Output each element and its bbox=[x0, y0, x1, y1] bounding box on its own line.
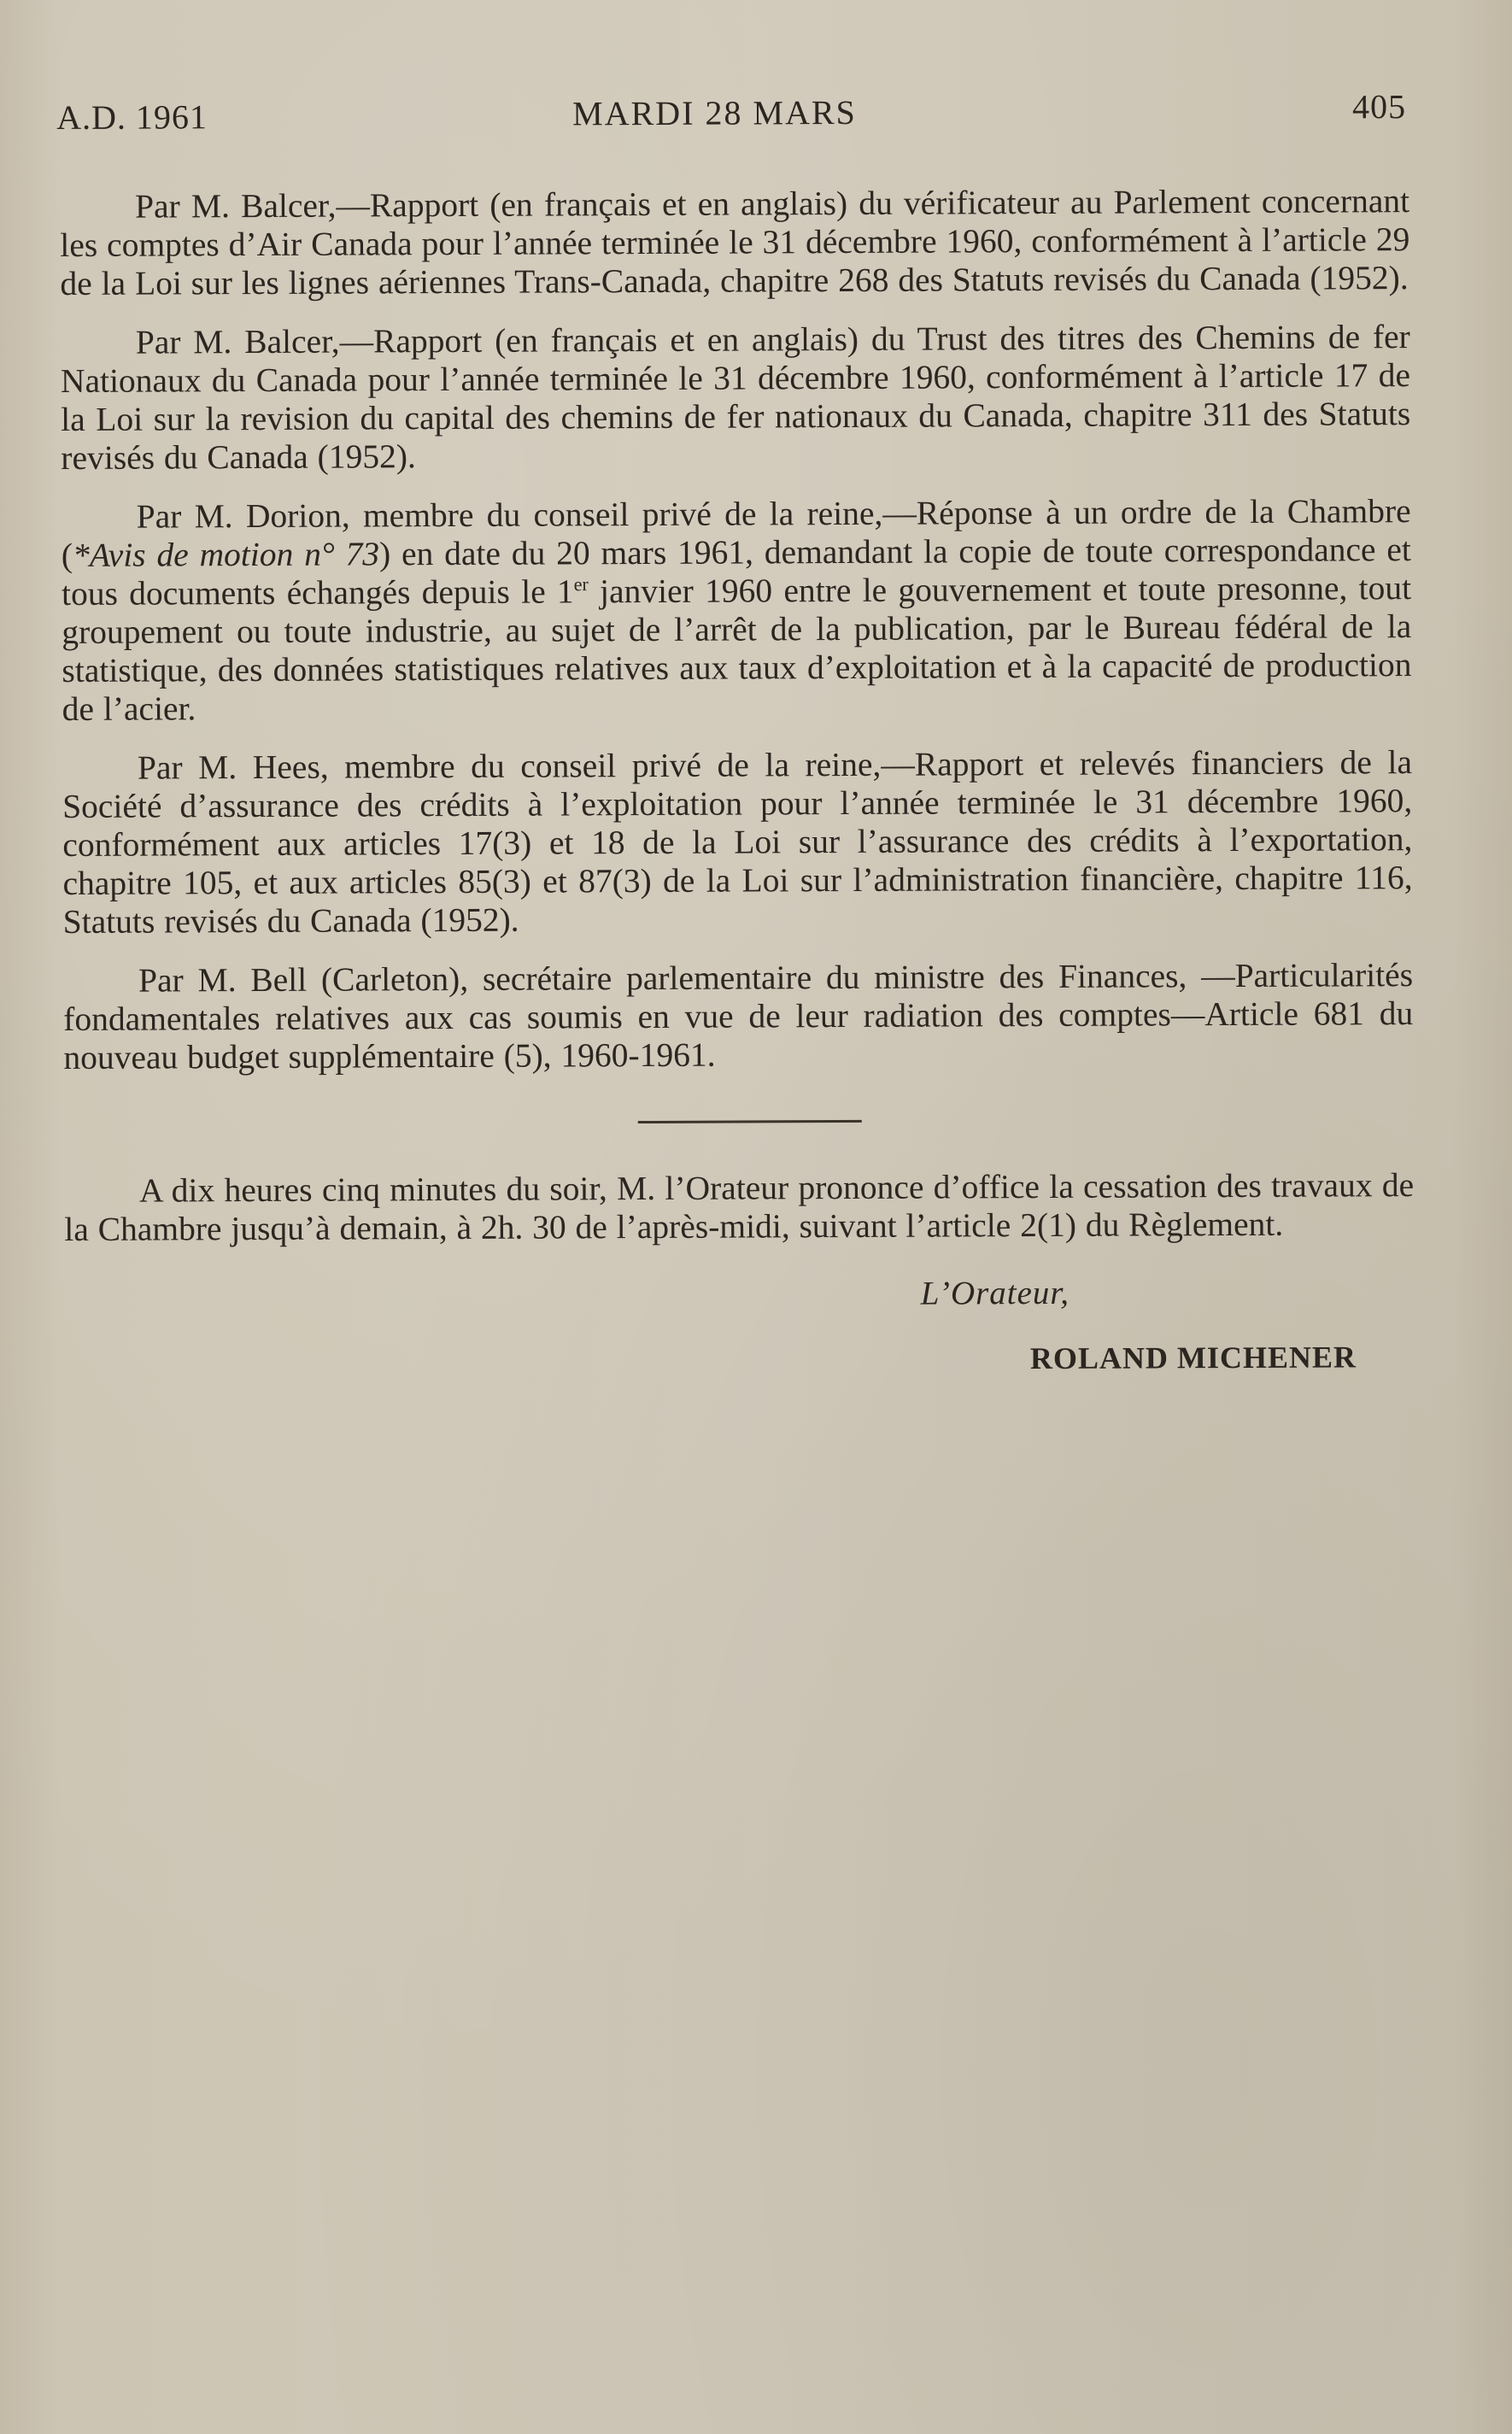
motion-notice-reference: *Avis de motion n° 73 bbox=[72, 535, 380, 574]
ordinal-superscript: er bbox=[573, 573, 589, 595]
paragraph-hees-report: Par M. Hees, membre du conseil privé de la reine,—Rapport et relevés financiers de la Société d’assurance des crédits à l’exploitation pour l’année terminée le 31 décembre 1960, conformément aux articles 17(3) et 18 de la Loi sur l’assurance des crédits à l’exportation, chapitre 105, et aux articles 85(3) et 87(3) de la Loi sur l’administration financière, chapitre 116, Statuts revisés du Canada (1952). bbox=[62, 743, 1413, 941]
header-year: A.D. 1961 bbox=[56, 97, 208, 137]
signature-title: L’Orateur, bbox=[920, 1274, 1070, 1312]
paragraph-adjournment: A dix heures cinq minutes du soir, M. l’Orateur prononce d’office la cessation des travaux de la Chambre jusqu’à demain, à 2h. 30 de l’après-midi, suivant l’article 2(1) du Règlement. bbox=[64, 1166, 1415, 1248]
header-date: MARDI 28 MARS bbox=[572, 92, 857, 133]
paragraph-dorion-part-3: janvier 1960 entre le gouvernement et toute presonne, tout groupement ou toute industrie, au sujet de l’arrêt de la publication, par le Bureau fédéral de la statistique, des données statistiques relatives aux taux d’exploitation et à la capacité de production de l’acier. bbox=[62, 569, 1412, 728]
paragraph-balcer-air-canada: Par M. Balcer,—Rapport (en français et en anglais) du vérificateur au Parlement concernant les comptes d’Air Canada pour l’année terminée le 31 décembre 1960, conformément à l’article 29 de la Loi sur les lignes aériennes Trans-Canada, chapitre 268 des Statuts revisés du Canada (1952). bbox=[60, 182, 1410, 302]
signature-name: ROLAND MICHENER bbox=[1029, 1340, 1357, 1376]
page-header bbox=[56, 86, 1406, 144]
section-divider bbox=[638, 1120, 862, 1123]
paragraph-balcer-cn-trust: Par M. Balcer,—Rapport (en français et en anglais) du Trust des titres des Chemins de fer Nationaux du Canada pour l’année terminée le 31 décembre 1960, conformément à l’article 17 de la Loi sur la revision du capital des chemins de fer nationaux du Canada, chapitre 311 des Statuts revisés du Canada (1952). bbox=[60, 318, 1411, 477]
signature-block bbox=[65, 1264, 1415, 1440]
paragraph-dorion-part-2: ) en date du 20 mars 1961, demandant la copie de toute correspondance et tous documents échangés depuis le 1 bbox=[61, 531, 1411, 613]
paragraph-dorion-reply bbox=[62, 492, 1412, 729]
document-body bbox=[60, 182, 1415, 1440]
page-number: 405 bbox=[1351, 87, 1407, 126]
paragraph-dorion-part-1: Par M. Dorion, membre du conseil privé de la reine,—Réponse à un ordre de la Chambre ( bbox=[61, 492, 1411, 574]
paragraph-bell-particulars: Par M. Bell (Carleton), secrétaire parlementaire du ministre des Finances, —Particularités fondamentales relatives aux cas soumis en vue de leur radiation des comptes—Article 681 du nouveau budget supplémentaire (5), 1960-1961. bbox=[63, 956, 1414, 1076]
